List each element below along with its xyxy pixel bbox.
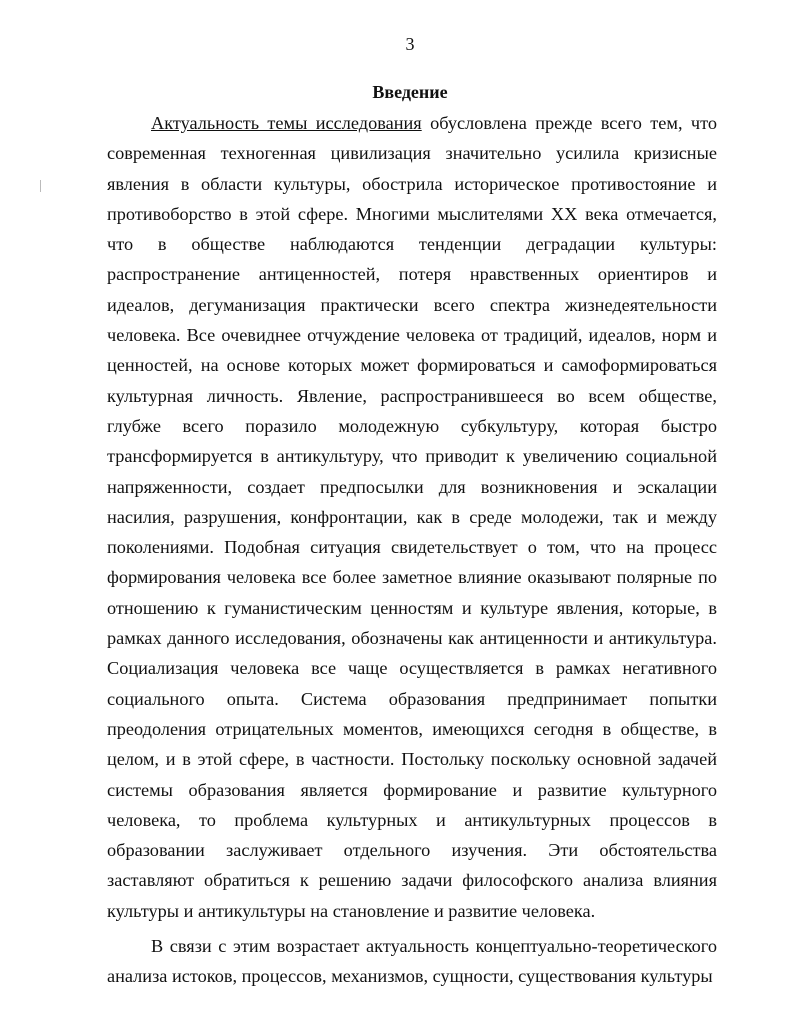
margin-mark xyxy=(40,180,41,192)
page-number: 3 xyxy=(405,34,415,54)
page-title: Введение xyxy=(372,82,448,102)
body-text xyxy=(107,108,717,992)
paragraph-1 xyxy=(107,108,717,926)
paragraph-1-text: обусловлена прежде всего тем, что современная техногенная цивилизация значительно усилила кризисные явления в области культуры, обострила историческое противостояние и противоборство в этой сфере. Многими мыслителями XX века отмечается, что в обществе наблюдаются тенденции деградации культуры: распространение антиценностей, потеря нравственных ориентиров и идеалов, дегуманизация практически всего спектра жизнедеятельности человека. Все очевиднее отчуждение человека от традиций, идеалов, норм и ценностей, на основе которых может формироваться и самоформироваться культурная личность. Явление, распространившееся во всем обществе, глубже всего поразило молодежную субкультуру, которая быстро трансформируется в антикультуру, что приводит к увеличению социальной напряженности, создает предпосылки для возникновения и эскалации насилия, разрушения, конфронтации, как в среде молодежи, так и между поколениями. Подобная ситуация свидетельствует о том, что на процесс формирования человека все более заметное влияние оказывают полярные по отношению к гуманистическим ценностям и культуре явления, которые, в рамках данного исследования, обозначены как антиценности и антикультура. Социализация человека все чаще осуществляется в рамках негативного социального опыта. Система образования предпринимает попытки преодоления отрицательных моментов, имеющихся сегодня в обществе, в целом, и в этой сфере, в частности. Постольку поскольку основной задачей системы образования является формирование и развитие культурного человека, то проблема культурных и антикультурных процессов в образовании заслуживает отдельного изучения. Эти обстоятельства заставляют обратиться к решению задачи философского анализа влияния культуры и антикультуры на становление и развитие человека. xyxy=(107,113,717,921)
topic-relevance-heading: Актуальность темы исследования xyxy=(151,113,422,133)
paragraph-2: В связи с этим возрастает актуальность концептуально-теоретического анализа истоков, процессов, механизмов, сущности, существования культуры xyxy=(107,936,717,987)
